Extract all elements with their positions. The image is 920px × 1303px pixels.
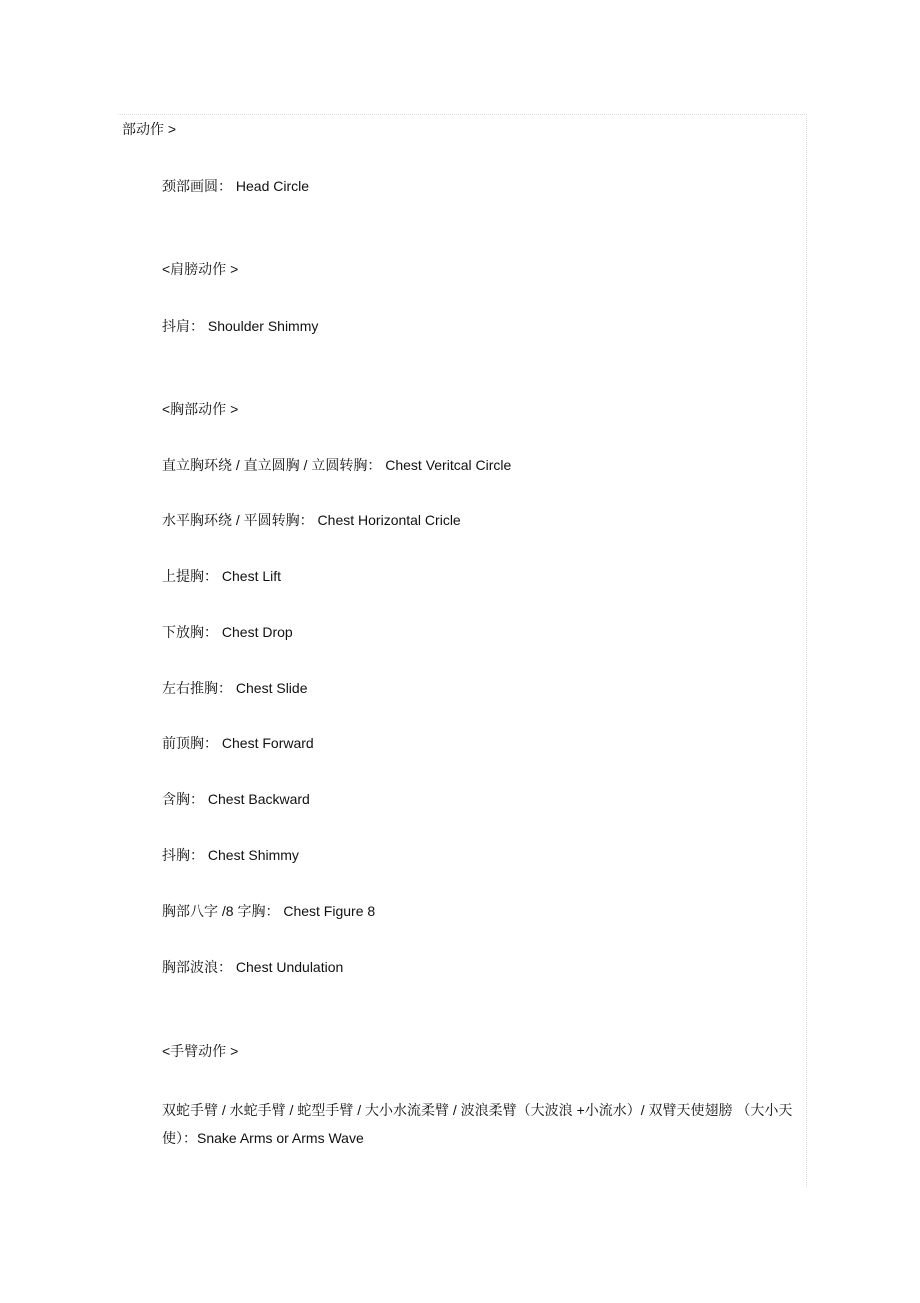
list-item-chest: 下放胸： Chest Drop xyxy=(162,624,293,640)
list-item-chest: 上提胸： Chest Lift xyxy=(162,568,282,584)
list-item-chest: 直立胸环绕 / 直立圆胸 / 立圆转胸： Chest Veritcal Circle xyxy=(162,457,512,473)
list-item-shoulder-shimmy: 抖肩： Shoulder Shimmy xyxy=(162,318,319,334)
section-heading-chest: <胸部动作 > xyxy=(162,401,239,417)
list-item-chest: 前顶胸： Chest Forward xyxy=(162,735,314,751)
list-item-chest: 胸部波浪： Chest Undulation xyxy=(162,959,344,975)
list-item-chest: 水平胸环绕 / 平圆转胸： Chest Horizontal Cricle xyxy=(162,512,461,528)
list-item-chest: 抖胸： Chest Shimmy xyxy=(162,847,299,863)
list-item-snake-arms: 双蛇手臂 / 水蛇手臂 / 蛇型手臂 / 大小水流柔臂 / 波浪柔臂（大波浪 +小流水）/ 双臂天使翅膀 （大小天使）：Snake Arms or Arms Wave xyxy=(162,1102,793,1146)
list-item-chest: 胸部八字 /8 字胸： Chest Figure 8 xyxy=(162,903,376,919)
section-heading-shoulder: <肩膀动作 > xyxy=(162,261,239,277)
list-item-chest: 左右推胸： Chest Slide xyxy=(162,680,308,696)
list-item-chest: 含胸： Chest Backward xyxy=(162,791,310,807)
section-heading-arms: <手臂动作 > xyxy=(162,1043,239,1059)
list-item-head-circle: 颈部画圆： Head Circle xyxy=(162,178,310,194)
section-heading-head: 部动作 > xyxy=(122,121,177,137)
